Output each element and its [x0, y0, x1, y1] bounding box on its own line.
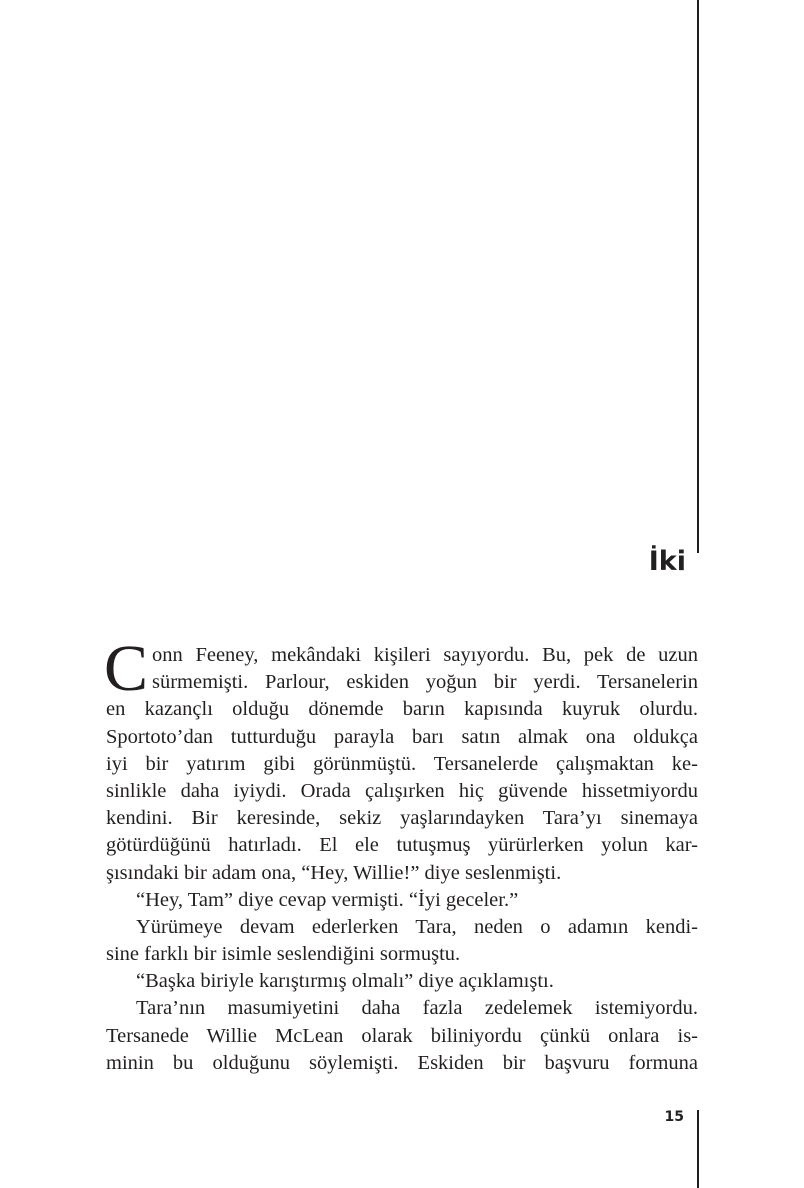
text-line: “Başka biriyle karıştırmış olmalı” diye açıklamıştı. [136, 970, 554, 993]
text-line: onn Feeney, mekândaki kişileri sayıyordu. Bu, pek de uzun [152, 644, 698, 666]
text-line: “Hey, Tam” diye cevap vermişti. “İyi geceler.” [136, 888, 519, 911]
drop-cap: C [104, 632, 149, 705]
text-line: iyi bir yatırım gibi görünmüştü. Tersanelerde çalışmaktan ke- [106, 752, 698, 775]
text-line: sinlikle daha iyiydi. Orada çalışırken hiç güvende hissetmiyordu [106, 779, 698, 802]
body-text [104, 632, 698, 1077]
text-line: Yürümeye devam ederlerken Tara, neden o adamın kendi- [136, 915, 698, 938]
vertical-rule-top [697, 0, 699, 553]
vertical-rule-bottom [697, 1110, 699, 1188]
chapter-title: İki [648, 546, 686, 578]
text-line: sine farklı bir isimle seslendiğini sormuştu. [106, 943, 461, 966]
text-line: şısındaki bir adam ona, “Hey, Willie!” diye seslenmişti. [106, 861, 562, 884]
text-line: Tersanede Willie McLean olarak biliniyordu çünkü onlara is- [106, 1024, 698, 1047]
text-line: minin bu olduğunu söylemişti. Eskiden bir başvuru formuna [106, 1051, 698, 1074]
text-line: kendini. Bir keresinde, sekiz yaşlarındayken Tara’yı sinemaya [106, 807, 698, 830]
text-line: sürmemişti. Parlour, eskiden yoğun bir yerdi. Tersanelerin [152, 671, 698, 694]
text-line: Tara’nın masumiyetini daha fazla zedelemek istemiyordu. [136, 997, 698, 1020]
page-number: 15 [664, 1109, 684, 1125]
text-line: götürdüğünü hatırladı. El ele tutuşmuş yürürlerken yolun kar- [106, 834, 698, 857]
text-line: en kazançlı olduğu dönemde barın kapısında kuyruk olurdu. [106, 698, 698, 721]
text-line: Sportoto’dan tutturduğu parayla barı satın almak ona oldukça [106, 725, 698, 748]
